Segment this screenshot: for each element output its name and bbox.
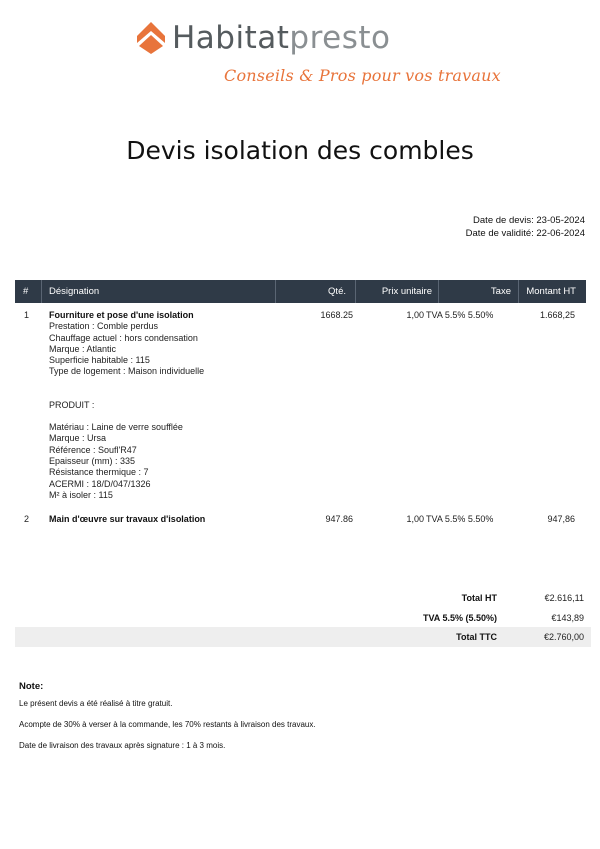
detail-line: Marque : Atlantic [49,343,117,354]
detail-line: Matériau : Laine de verre soufflée [49,422,183,433]
row-unit-price: 1,00 [406,514,424,524]
document-title: Devis isolation des combles [126,136,474,165]
total-ht-value: €2.616,11 [544,593,584,603]
total-ttc-value: €2.760,00 [543,632,584,642]
total-ht-row [15,588,591,608]
detail-line: M² à isoler : 115 [49,489,113,500]
tva-value: €143,89 [551,613,584,623]
tva-label: TVA 5.5% (5.50%) [422,613,497,623]
row-number: 1 [24,310,30,320]
row-quantity: 947.86 [325,514,353,524]
header-designation: Désignation [42,280,276,303]
house-logo-icon [136,21,166,55]
detail-line: Prestation : Comble perdus [49,321,159,332]
header-number: # [15,280,42,303]
detail-line: Chauffage actuel : hors condensation [49,332,198,343]
row-designation [49,310,279,501]
row-number: 2 [24,514,30,524]
brand-name-light: presto [289,20,391,56]
document-dates [466,214,585,240]
row-unit-price: 1,00 [406,310,424,320]
detail-line: Superficie habitable : 115 [49,355,150,366]
total-ttc-label: Total TTC [456,632,497,642]
tva-row [15,608,591,628]
logo [136,18,391,58]
table-header [15,280,586,303]
header-amount: Montant HT [526,286,576,297]
quote-date: Date de devis: 23-05-2024 [473,215,585,226]
row-title: Fourniture et pose d'une isolation [49,310,194,320]
header [0,0,600,110]
note-line: Acompte de 30% à verser à la commande, les 70% restants à livraison des travaux. [19,720,316,729]
row-amount: 1.668,25 [539,310,575,320]
detail-line: Epaisseur (mm) : 335 [49,455,136,466]
row-title: Main d'œuvre sur travaux d'isolation [49,514,206,524]
total-ht-label: Total HT [461,593,497,603]
detail-line: Type de logement : Maison individuelle [49,366,205,377]
row-amount: 947,86 [547,514,575,524]
detail-line: Résistance thermique : 7 [49,467,149,478]
product-label: PRODUIT : [49,399,95,410]
total-ttc-row [15,627,591,647]
row-tax: TVA 5.5% 5.50% [426,514,494,524]
detail-line: Marque : Ursa [49,433,107,444]
header-quantity: Qté. [276,280,356,303]
header-tax: Taxe [439,280,519,303]
row-tax: TVA 5.5% 5.50% [426,310,494,320]
brand-name-dark: Habitat [172,20,290,56]
validity-date: Date de validité: 22-06-2024 [465,228,585,239]
note-line: Le présent devis a été réalisé à titre gratuit. [19,699,173,708]
brand-name [172,20,391,56]
row-designation [49,514,279,525]
row-quantity: 1668.25 [320,310,353,320]
note-line: Date de livraison des travaux après signature : 1 à 3 mois. [19,741,226,750]
note-title: Note: [19,681,44,692]
brand-tagline: Conseils & Pros pour vos travaux [224,66,501,85]
detail-line: Référence : Soufl'R47 [49,444,137,455]
detail-line: ACERMI : 18/D/047/1326 [49,478,151,489]
note-section [19,681,579,761]
header-unit-price: Prix unitaire [356,280,439,303]
